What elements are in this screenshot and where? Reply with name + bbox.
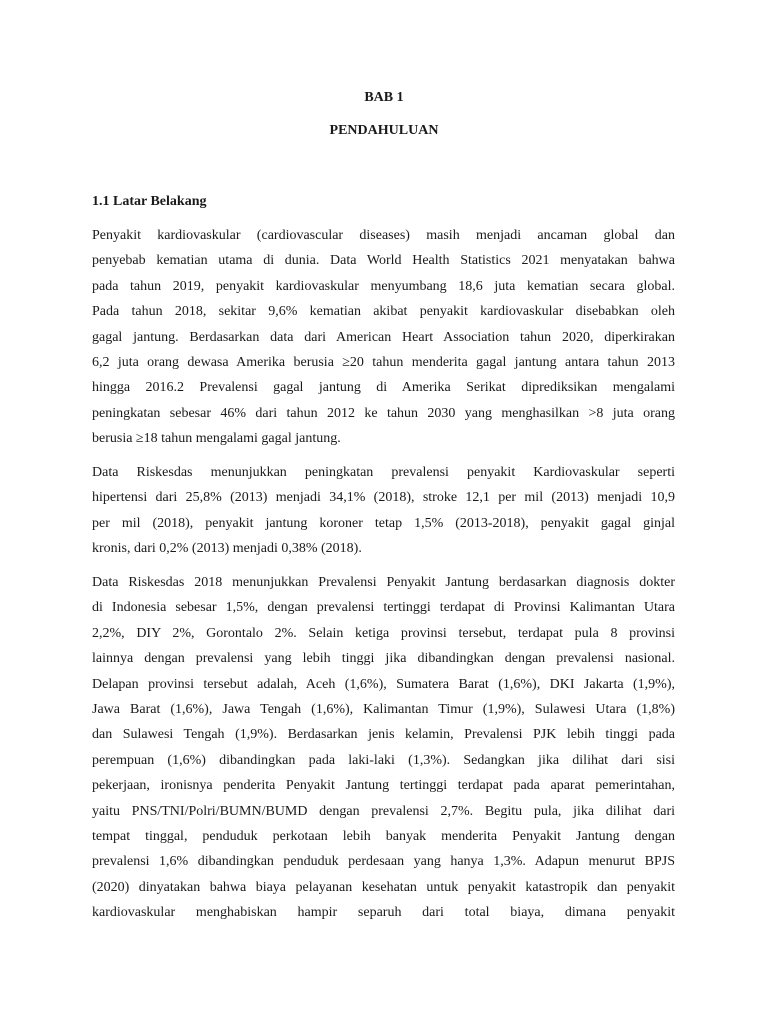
paragraph-line: Data Riskesdas 2018 menunjukkan Prevalensi Penyakit Jantung berdasarkan diagnosis dokter: [92, 575, 675, 590]
paragraph-line: Penyakit kardiovaskular (cardiovascular diseases) masih menjadi ancaman global dan: [92, 228, 675, 243]
paragraph-1: [92, 223, 675, 452]
paragraph-line: Data Riskesdas menunjukkan peningkatan prevalensi penyakit Kardiovaskular seperti: [92, 465, 675, 480]
paragraph-line: pekerjaan, ironisnya penderita Penyakit Jantung tertinggi terdapat pada aparat pemerintahan,: [92, 778, 675, 794]
paragraph-line: gagal jantung. Berdasarkan data dari American Heart Association tahun 2020, diperkirakan: [92, 329, 675, 345]
paragraph-line: berusia ≥18 tahun mengalami gagal jantung.: [92, 431, 341, 447]
paragraph-line: per mil (2018), penyakit jantung koroner tetap 1,5% (2013-2018), penyakit gagal ginjal: [92, 515, 675, 531]
paragraph-line: Delapan provinsi tersebut adalah, Aceh (1,6%), Sumatera Barat (1,6%), DKI Jakarta (1,9%),: [92, 676, 675, 692]
paragraph-2: [92, 460, 675, 562]
paragraph-line: peningkatan sebesar 46% dari tahun 2012 ke tahun 2030 yang menghasilkan >8 juta orang: [92, 405, 675, 421]
paragraph-3: [92, 570, 675, 926]
paragraph-line: prevalensi 1,6% dibandingkan penduduk perdesaan yang hanya 1,3%. Adapun menurut BPJS: [92, 854, 675, 870]
section-heading: 1.1 Latar Belakang: [92, 194, 207, 209]
paragraph-line: Jawa Barat (1,6%), Jawa Tengah (1,6%), Kalimantan Timur (1,9%), Sulawesi Utara (1,8%): [92, 702, 675, 718]
paragraph-line: hingga 2016.2 Prevalensi gagal jantung di Amerika Serikat diprediksikan mengalami: [92, 380, 675, 396]
paragraph-line: kronis, dari 0,2% (2013) menjadi 0,38% (2018).: [92, 541, 362, 557]
paragraph-line: 6,2 juta orang dewasa Amerika berusia ≥20 tahun menderita gagal jantung antara tahun 2013: [92, 355, 675, 371]
paragraph-line: lainnya dengan prevalensi yang lebih tinggi jika dibandingkan dengan prevalensi nasional.: [92, 651, 675, 667]
paragraph-line: perempuan (1,6%) dibandingkan pada laki-laki (1,3%). Sedangkan jika dilihat dari sisi: [92, 752, 675, 768]
chapter-title: PENDAHULUAN: [329, 123, 439, 138]
paragraph-line: di Indonesia sebesar 1,5%, dengan prevalensi tertinggi terdapat di Provinsi Kalimantan Utara: [92, 600, 675, 616]
paragraph-line: dan Sulawesi Tengah (1,9%). Berdasarkan jenis kelamin, Prevalensi PJK lebih tinggi pada: [92, 727, 675, 743]
paragraph-line: tempat tinggal, penduduk perkotaan lebih banyak menderita Penyakit Jantung dengan: [92, 829, 675, 845]
paragraph-line: penyebab kematian utama di dunia. Data World Health Statistics 2021 menyatakan bahwa: [92, 253, 675, 269]
paragraph-line: hipertensi dari 25,8% (2013) menjadi 34,1% (2018), stroke 12,1 per mil (2013) menjadi 10,9: [92, 490, 675, 506]
chapter-number: BAB 1: [364, 90, 404, 105]
paragraph-line: pada tahun 2019, penyakit kardiovaskular menyumbang 18,6 juta kematian secara global.: [92, 278, 675, 294]
paragraph-line: kardiovaskular menghabiskan hampir separuh dari total biaya, dimana penyakit: [92, 905, 675, 921]
paragraph-line: 2,2%, DIY 2%, Gorontalo 2%. Selain ketiga provinsi tersebut, terdapat pula 8 provinsi: [92, 625, 675, 641]
paragraph-line: (2020) dinyatakan bahwa biaya pelayanan kesehatan untuk penyakit katastropik dan penyakit: [92, 879, 675, 895]
paragraph-line: Pada tahun 2018, sekitar 9,6% kematian akibat penyakit kardiovaskular disebabkan oleh: [92, 304, 675, 320]
paragraph-line: yaitu PNS/TNI/Polri/BUMN/BUMD dengan prevalensi 2,7%. Begitu pula, jika dilihat dari: [92, 803, 675, 819]
